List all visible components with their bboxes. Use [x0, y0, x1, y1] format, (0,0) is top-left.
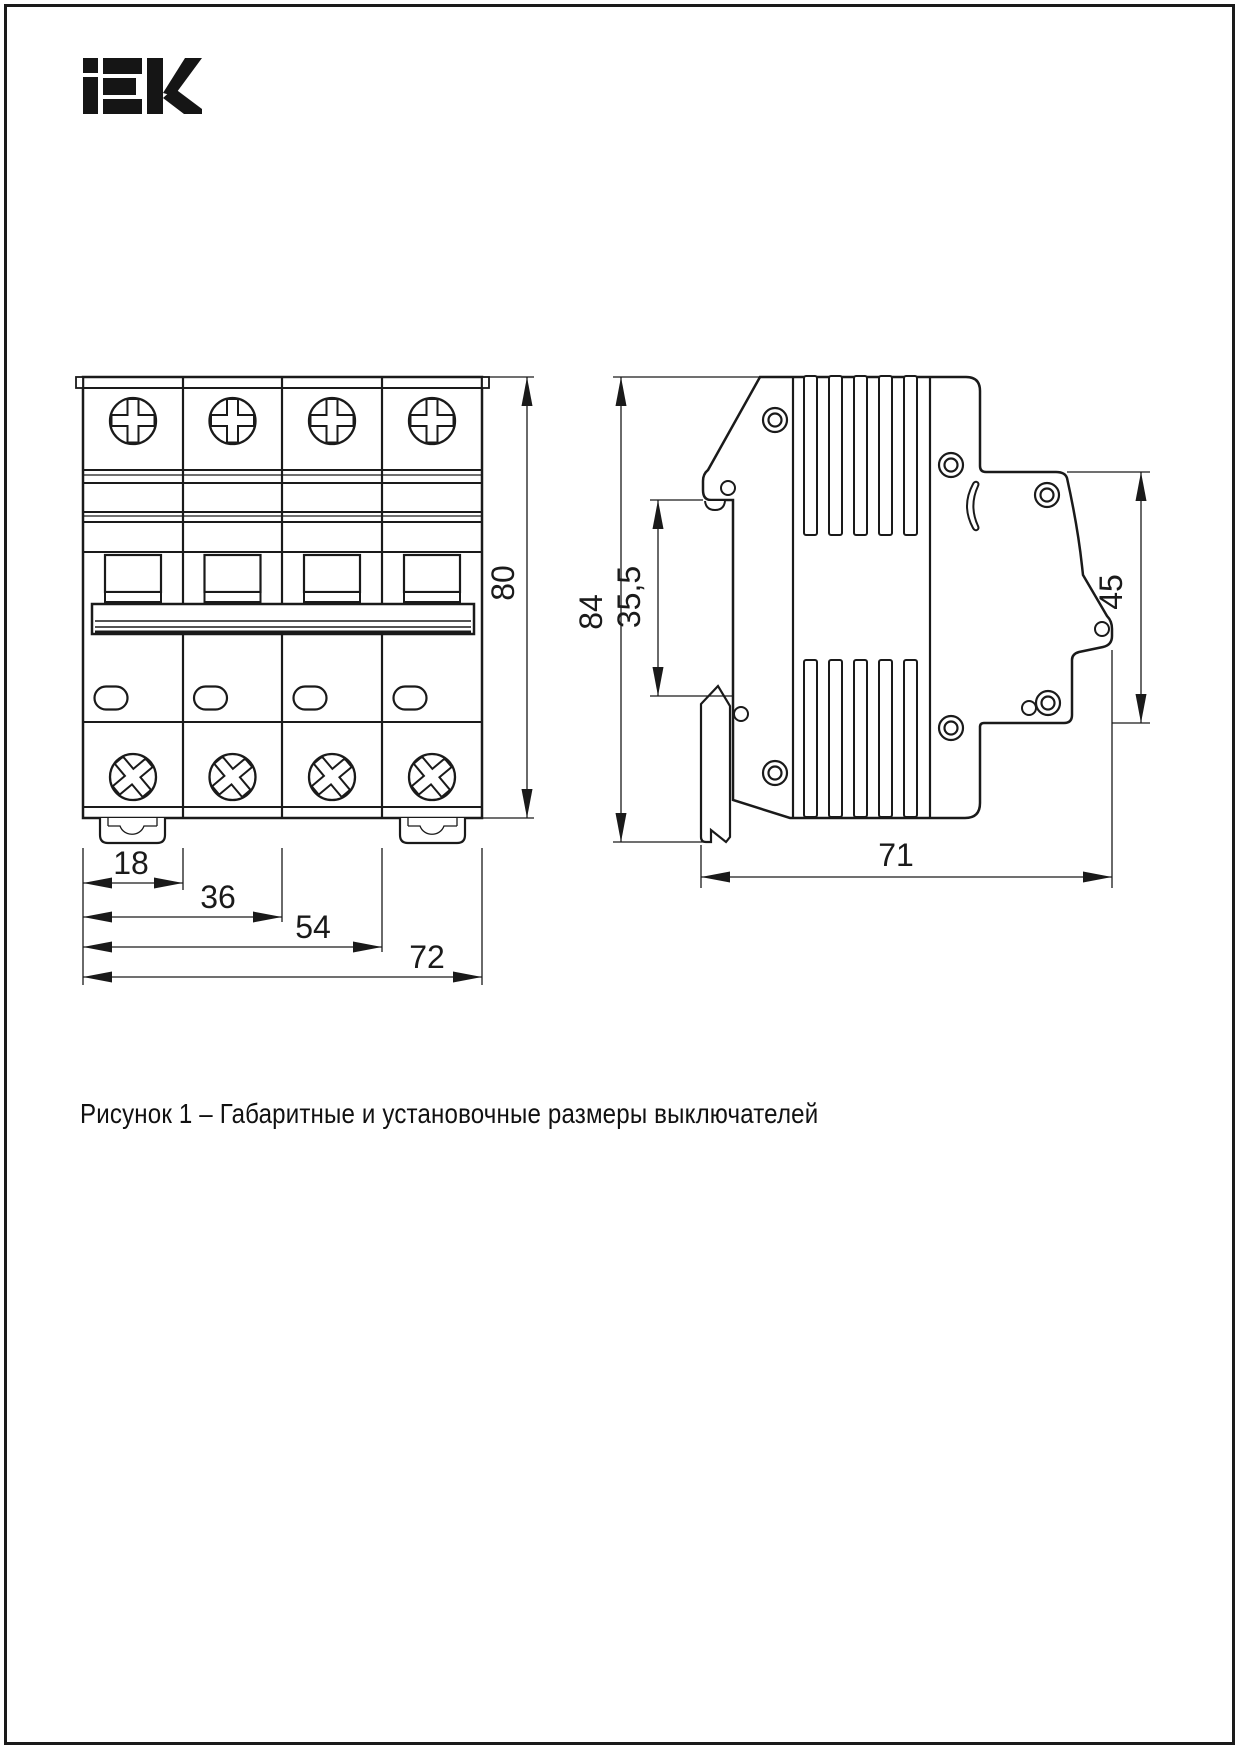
dim-label-18: 18 [113, 845, 149, 881]
dim-label-45: 45 [1093, 574, 1129, 610]
dim-label-84: 84 [573, 594, 609, 630]
figure-caption: Рисунок 1 – Габаритные и установочные размеры выключателей [80, 1098, 819, 1129]
bottom-din-claw [701, 686, 730, 842]
dim-label-54: 54 [295, 909, 331, 945]
front-view [76, 377, 534, 985]
top-claw-lip [705, 501, 725, 510]
handle-tie-bar [92, 604, 474, 634]
toggle-lever-hole [1095, 622, 1109, 636]
dim-label-35-5: 35,5 [611, 565, 647, 629]
dim-label-71: 71 [878, 837, 914, 873]
din-clips-front [100, 818, 465, 843]
dim-label-36: 36 [200, 879, 236, 915]
top-right-tab [482, 377, 489, 388]
dim-label-80: 80 [485, 565, 521, 601]
dim-label-72: 72 [409, 939, 445, 975]
side-view [573, 376, 1150, 888]
top-left-tab [76, 377, 83, 388]
